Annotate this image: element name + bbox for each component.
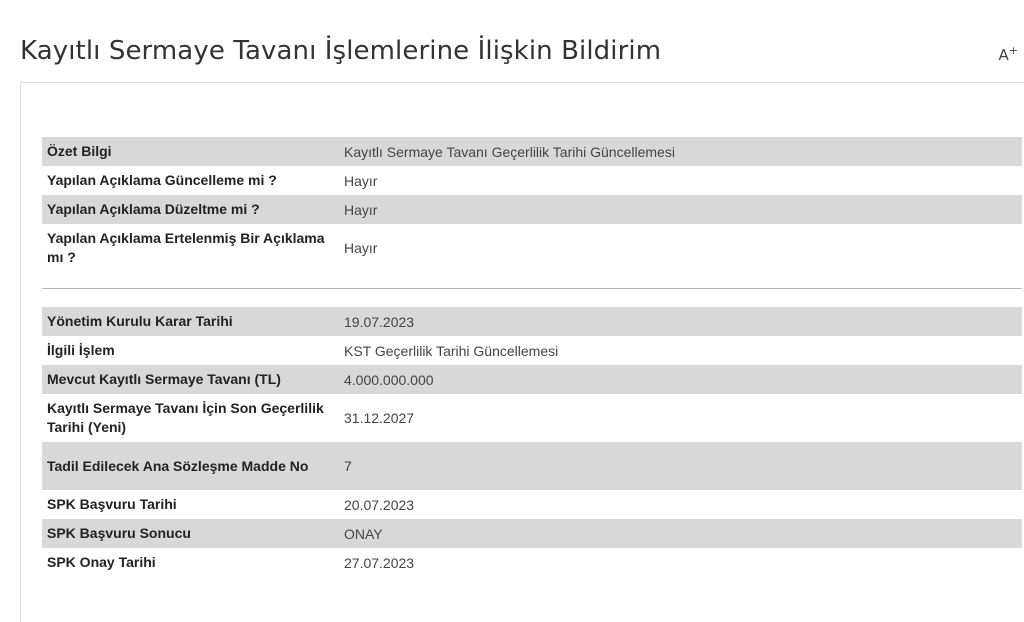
table-row — [42, 166, 1022, 195]
row-value: 27.07.2023 — [344, 554, 415, 571]
row-label: İlgili İşlem — [47, 342, 115, 358]
section-divider — [42, 288, 1022, 289]
row-label: SPK Başvuru Tarihi — [47, 496, 177, 512]
table-row — [42, 548, 1022, 577]
row-value: 20.07.2023 — [344, 496, 415, 513]
table-row — [42, 519, 1022, 548]
row-label: Yapılan Açıklama Düzeltme mi ? — [42, 195, 335, 224]
table-row — [42, 394, 1022, 442]
row-value: 4.000.000.000 — [335, 365, 1022, 394]
detail-table — [42, 307, 1022, 577]
row-label: SPK Başvuru Sonucu — [42, 519, 335, 548]
row-label: SPK Onay Tarihi — [47, 554, 156, 570]
row-value: Hayır — [344, 240, 378, 256]
row-label: Mevcut Kayıtlı Sermaye Tavanı (TL) — [42, 365, 335, 394]
font-size-label: A — [998, 46, 1009, 64]
table-row — [42, 336, 1022, 365]
summary-table — [42, 137, 1022, 272]
row-label: Yapılan Açıklama Ertelenmiş Bir Açıklama mı ? — [47, 230, 325, 265]
table-row — [42, 442, 1022, 490]
row-value: Hayır — [344, 172, 378, 189]
row-value: ONAY — [335, 519, 1022, 548]
table-row — [42, 224, 1022, 272]
row-value: Kayıtlı Sermaye Tavanı Geçerlilik Tarihi Güncellemesi — [335, 137, 1022, 166]
table-row — [42, 490, 1022, 519]
table-row — [42, 365, 1022, 394]
row-value: Hayır — [335, 195, 1022, 224]
table-row — [42, 195, 1022, 224]
row-label: Yapılan Açıklama Güncelleme mi ? — [47, 172, 277, 188]
row-label: Tadil Edilecek Ana Sözleşme Madde No — [42, 442, 335, 490]
table-row — [42, 137, 1022, 166]
row-label: Özet Bilgi — [42, 137, 335, 166]
row-value: 31.12.2027 — [344, 410, 415, 426]
row-value: KST Geçerlilik Tarihi Güncellemesi — [344, 342, 559, 359]
font-size-increase-button[interactable] — [999, 44, 1018, 64]
row-label: Yönetim Kurulu Karar Tarihi — [42, 307, 335, 336]
font-size-plus: + — [1008, 44, 1018, 57]
page-title: Kayıtlı Sermaye Tavanı İşlemlerine İlişkin Bildirim — [20, 36, 662, 66]
row-value: 19.07.2023 — [335, 307, 1022, 336]
row-value: 7 — [335, 442, 1022, 490]
table-row — [42, 307, 1022, 336]
row-label: Kayıtlı Sermaye Tavanı İçin Son Geçerlilik Tarihi (Yeni) — [47, 400, 324, 435]
